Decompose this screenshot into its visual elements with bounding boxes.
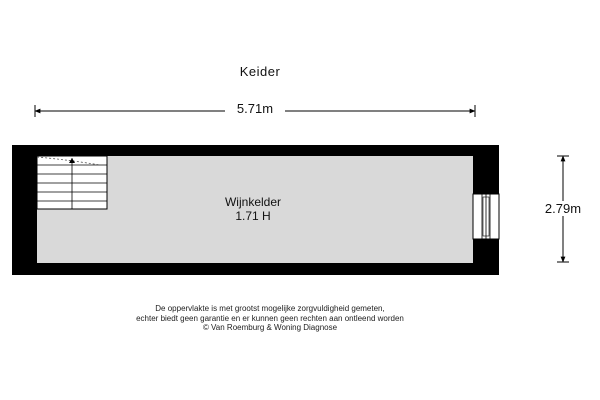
floor-title: Keider [239,64,281,79]
stairs-icon [37,156,107,209]
width-dimension-label: 5.71m [225,101,285,116]
room-ceiling-height: 1.71 H [235,209,271,223]
window-icon [473,194,499,239]
disclaimer [60,304,480,333]
disclaimer-line-1: De oppervlakte is met grootst mogelijke zorgvuldigheid gemeten, [155,304,385,313]
height-dimension-label: 2.79m [535,201,591,216]
disclaimer-line-2: echter biedt geen garantie en er kunnen geen rechten aan ontleend worden [136,313,404,323]
disclaimer-copyright: © Van Roemburg & Woning Diagnose [202,323,338,332]
room-name: Wijnkelder [224,195,281,209]
